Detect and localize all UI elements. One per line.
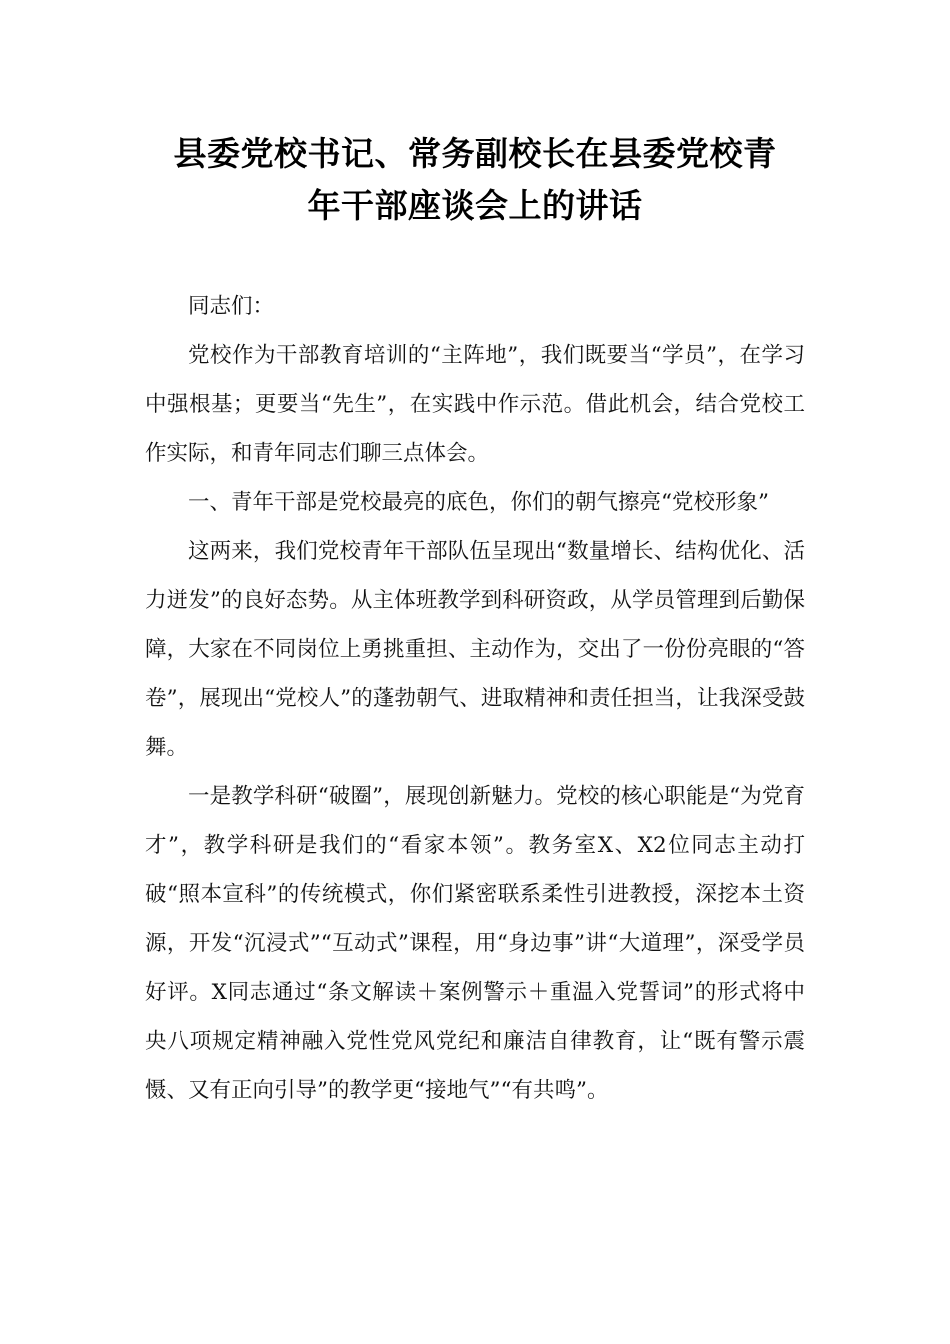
title-line-2: 年干部座谈会上的讲话 [307, 186, 643, 225]
document-title [140, 128, 810, 232]
section-heading-1: 一、青年干部是党校最亮的底色，你们的朝气擦亮“党校形象” [188, 490, 769, 515]
title-line-1: 县委党校书记、常务副校长在县委党校青 [173, 134, 777, 173]
paragraph-teaching-research: 一是教学科研“破圈”，展现创新魅力。党校的核心职能是“为党育才”，教学科研是我们的“看家本领”。教务室X、X2位同志主动打破“照本宣科”的传统模式，你们紧密联系柔性引进教授，深挖本土资源，开发“沉浸式”“互动式”课程，用“身边事”讲“大道理”，深受学员好评。X同志通过“条文解读＋案例警示＋重温入党誓词”的形式将中央八项规定精神融入党性党风党纪和廉洁自律教育，让“既有警示震慑、又有正向引导”的教学更“接地气”“有共鸣”。 [145, 784, 805, 1103]
paragraph-overview: 这两来，我们党校青年干部队伍呈现出“数量增长、结构优化、活力迸发”的良好态势。从主体班教学到科研资政，从学员管理到后勤保障，大家在不同岗位上勇挑重担、主动作为，交出了一份份亮眼的“答卷”，展现出“党校人”的蓬勃朝气、进取精神和责任担当，让我深受鼓舞。 [145, 539, 805, 760]
document-body [145, 282, 805, 1115]
paragraph-intro: 党校作为干部教育培训的“主阵地”，我们既要当“学员”，在学习中强根基；更要当“先生”，在实践中作示范。借此机会，结合党校工作实际，和青年同志们聊三点体会。 [145, 343, 805, 466]
salutation: 同志们： [188, 294, 275, 319]
